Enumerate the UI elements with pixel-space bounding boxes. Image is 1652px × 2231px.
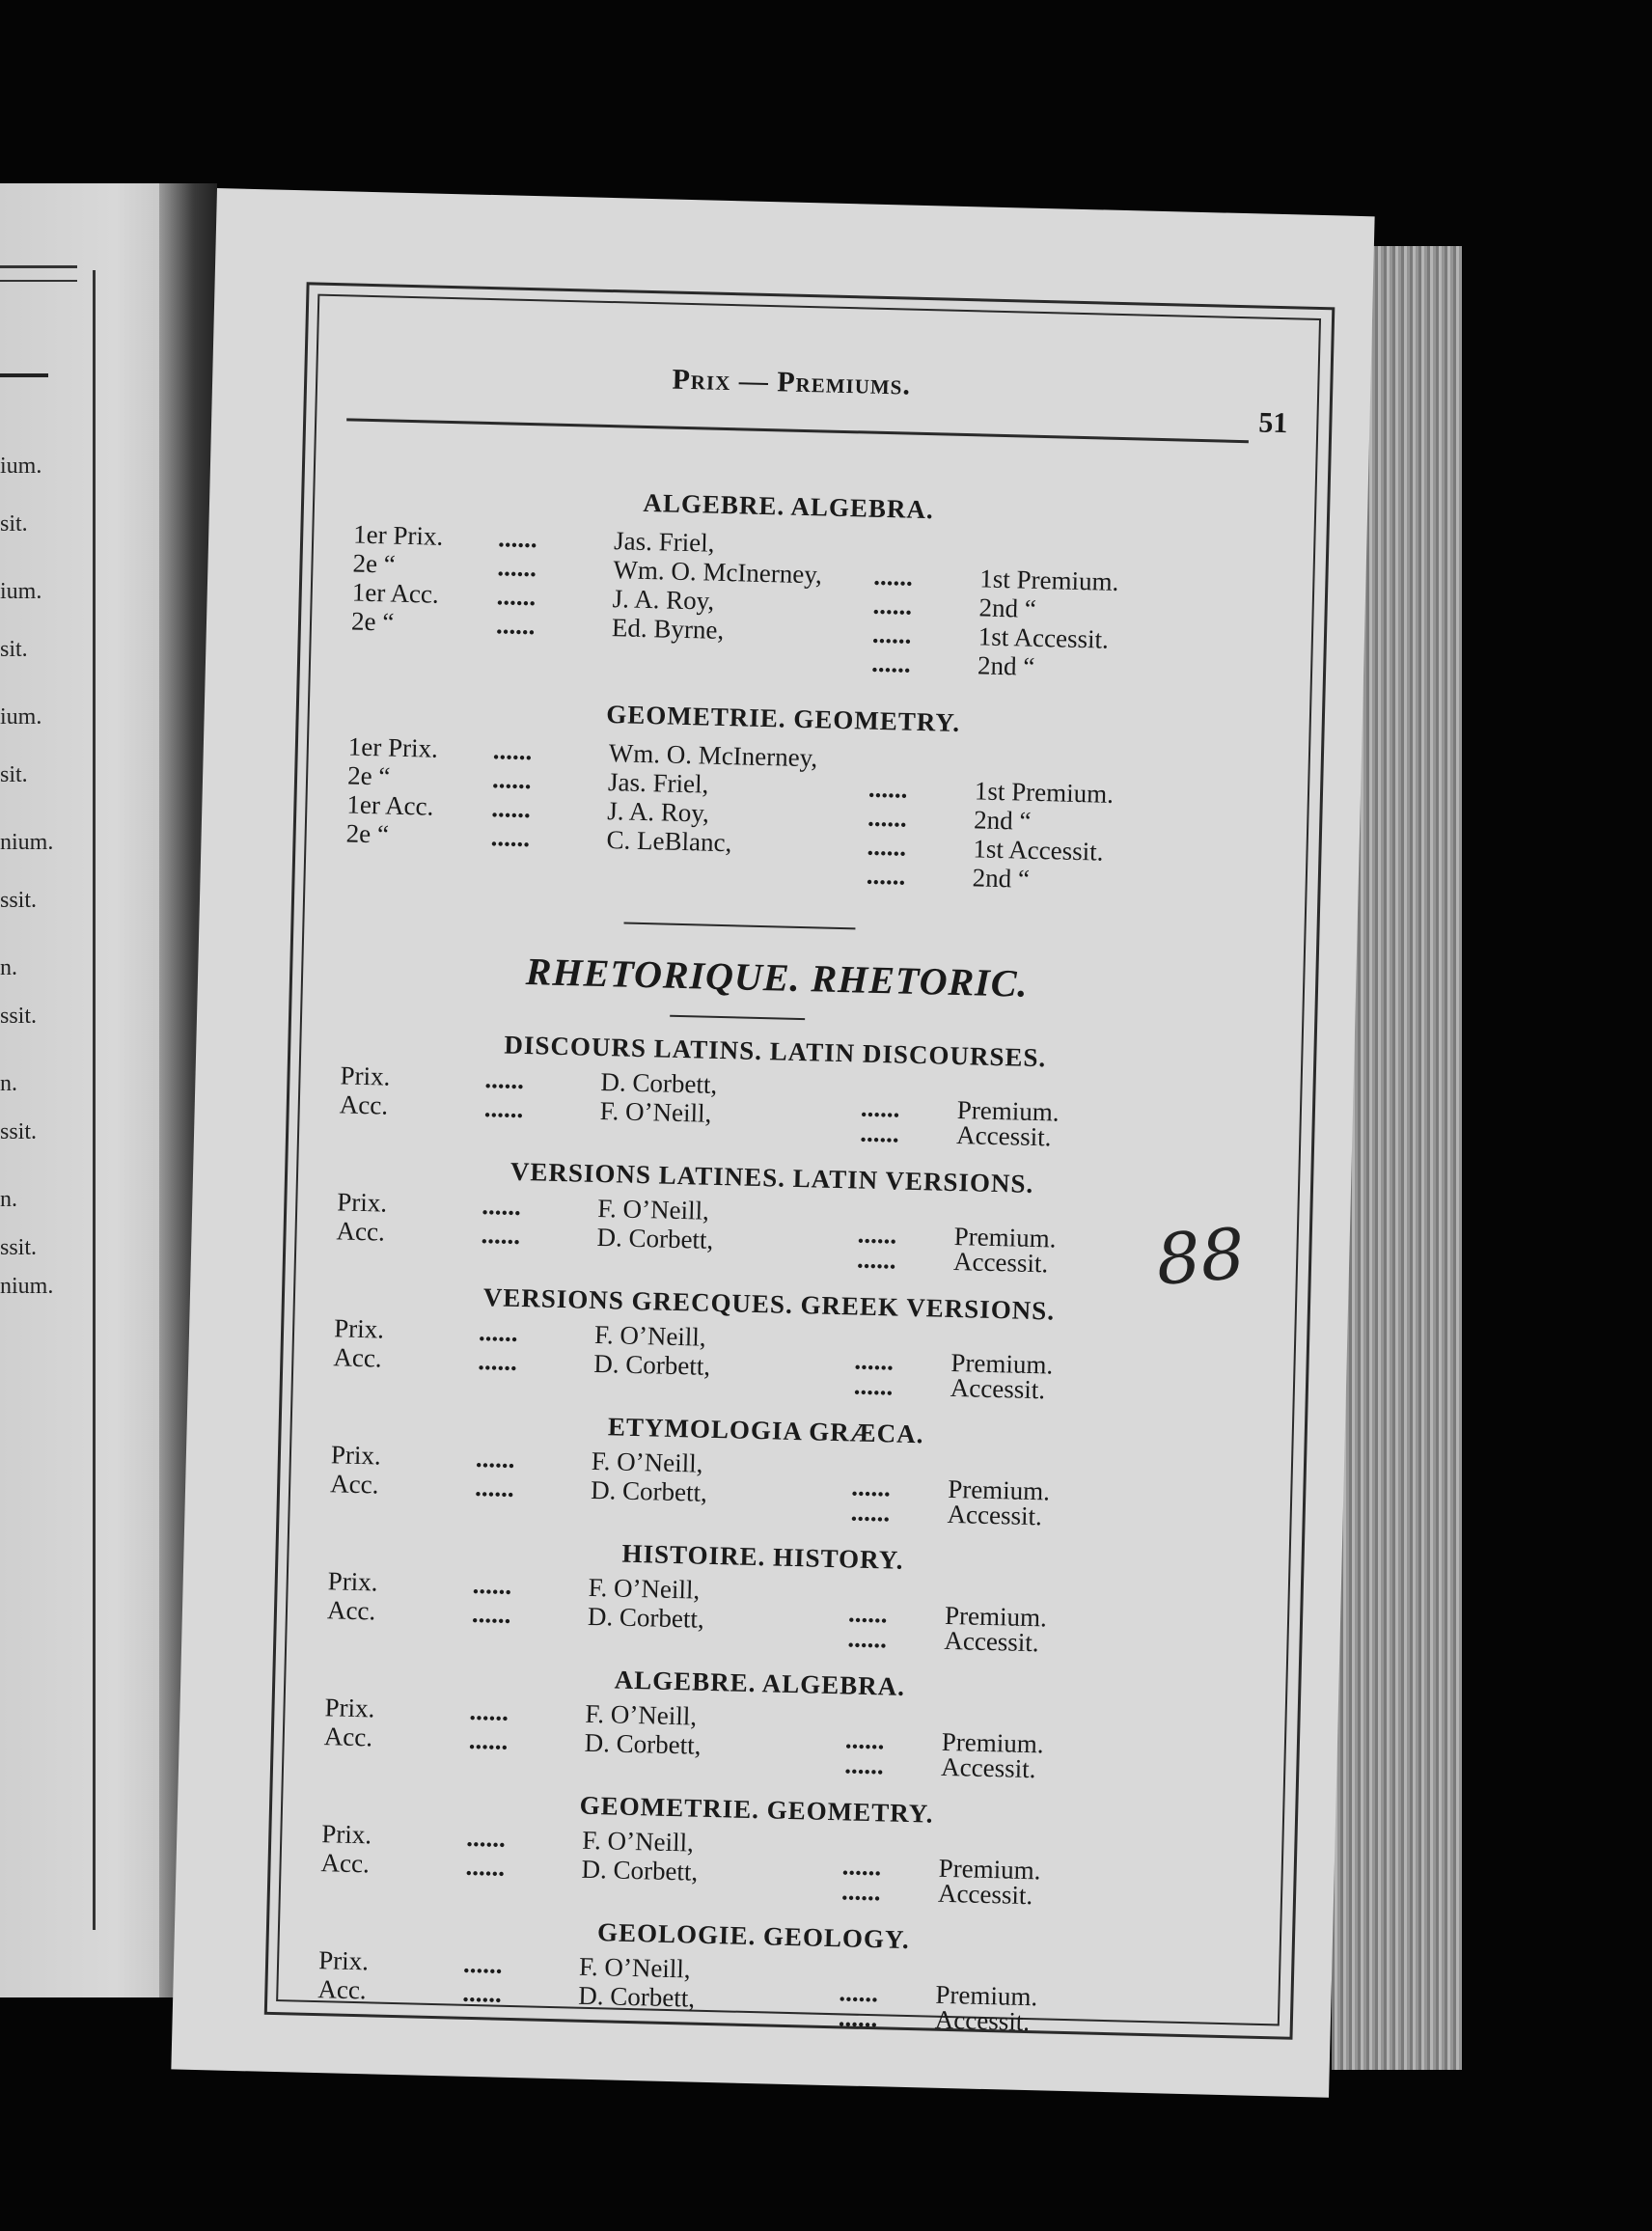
leader-dots: ...... bbox=[850, 1472, 892, 1502]
rank-label: Acc. bbox=[329, 1469, 379, 1500]
leader-dots: ...... bbox=[841, 1851, 882, 1882]
rank-label: Prix. bbox=[333, 1313, 385, 1344]
student-name: F. O’Neill, bbox=[596, 1193, 710, 1226]
premium-label: Accessit. bbox=[950, 1372, 1046, 1405]
rank-label: 1er Acc. bbox=[346, 789, 434, 821]
rank-label: Prix. bbox=[337, 1187, 388, 1218]
rank-label: Acc. bbox=[333, 1342, 383, 1373]
premium-label: Premium. bbox=[944, 1600, 1048, 1633]
premium-label: 2nd “ bbox=[978, 592, 1037, 623]
premium-label: 1st Accessit. bbox=[977, 621, 1110, 654]
subject-title: HISTOIRE. HISTORY. bbox=[621, 1538, 904, 1575]
rank-label: Prix. bbox=[330, 1440, 382, 1471]
rank-label: Acc. bbox=[320, 1848, 371, 1879]
leader-dots: ...... bbox=[481, 1220, 521, 1250]
student-name: F. O’Neill, bbox=[588, 1572, 701, 1605]
facing-page-fragment: sit. bbox=[0, 762, 28, 787]
leader-dots: ...... bbox=[490, 822, 531, 853]
leader-dots: ...... bbox=[873, 561, 914, 592]
premium-label: Accessit. bbox=[934, 2004, 1031, 2037]
leader-dots: ...... bbox=[847, 1623, 888, 1654]
leader-dots: ...... bbox=[472, 1569, 512, 1600]
premium-label: Premium. bbox=[941, 1726, 1044, 1759]
leader-dots: ...... bbox=[474, 1472, 515, 1502]
facing-page-fragment: nium. bbox=[0, 830, 54, 855]
premium-label: 1st Premium. bbox=[974, 776, 1115, 809]
rank-label: Prix. bbox=[327, 1566, 378, 1597]
student-name: Jas. Friel, bbox=[613, 526, 715, 558]
leader-dots: ...... bbox=[857, 1219, 897, 1250]
leader-dots: ...... bbox=[850, 1497, 891, 1528]
rank-label: Acc. bbox=[336, 1216, 386, 1247]
leader-dots: ...... bbox=[481, 1191, 522, 1222]
leader-dots: ...... bbox=[497, 552, 537, 583]
leader-dots: ...... bbox=[860, 1092, 900, 1123]
facing-page-rule bbox=[0, 280, 77, 282]
facing-page-fragment: nium. bbox=[0, 1274, 54, 1299]
premium-label: 2nd “ bbox=[972, 863, 1031, 894]
premium-label: Accessit. bbox=[955, 1120, 1052, 1152]
student-name: Wm. O. McInerney, bbox=[608, 738, 818, 773]
student-name: Wm. O. McInerney, bbox=[613, 555, 823, 590]
leader-dots: ...... bbox=[856, 1244, 896, 1275]
rank-label: 2e “ bbox=[352, 548, 397, 579]
leader-dots: ...... bbox=[867, 802, 908, 833]
leader-dots: ...... bbox=[854, 1345, 895, 1376]
rank-label: Prix. bbox=[324, 1693, 375, 1723]
rank-label: Prix. bbox=[340, 1060, 391, 1091]
rank-label: Acc. bbox=[339, 1089, 389, 1120]
student-name: C. LeBlanc, bbox=[606, 825, 732, 858]
subject-title: DISCOURS LATINS. LATIN DISCOURSES. bbox=[504, 1030, 1047, 1073]
leader-dots: ...... bbox=[483, 1093, 524, 1124]
student-name: D. Corbett, bbox=[600, 1066, 718, 1099]
leader-dots: ...... bbox=[491, 793, 532, 824]
page-number: 51 bbox=[1257, 406, 1288, 440]
leader-dots: ...... bbox=[840, 1876, 881, 1907]
rank-label: Acc. bbox=[326, 1595, 376, 1626]
student-name: J. A. Roy, bbox=[606, 796, 710, 828]
premium-label: Premium. bbox=[935, 1979, 1038, 2012]
facing-page-rule bbox=[0, 265, 77, 268]
section-title: ALGEBRE. ALGEBRA. bbox=[643, 487, 935, 525]
student-name: J. A. Roy, bbox=[612, 584, 715, 616]
student-name: F. O’Neill, bbox=[599, 1095, 712, 1128]
leader-dots: ...... bbox=[465, 1851, 506, 1882]
leader-dots: ...... bbox=[468, 1724, 509, 1755]
student-name: D. Corbett, bbox=[592, 1348, 711, 1381]
rank-label: Acc. bbox=[323, 1721, 373, 1752]
student-name: D. Corbett, bbox=[581, 1854, 699, 1887]
student-name: F. O’Neill, bbox=[581, 1825, 695, 1858]
rank-label: 2e “ bbox=[345, 818, 390, 849]
leader-dots: ...... bbox=[465, 1822, 507, 1853]
premium-label: Premium. bbox=[947, 1474, 1051, 1506]
leader-dots: ...... bbox=[867, 773, 908, 804]
student-name: F. O’Neill, bbox=[585, 1698, 698, 1731]
facing-page-frame bbox=[93, 270, 96, 1930]
leader-dots: ...... bbox=[492, 735, 533, 766]
leader-dots: ...... bbox=[871, 619, 912, 649]
student-name: D. Corbett, bbox=[584, 1727, 702, 1760]
facing-page-fragment: sit. bbox=[0, 637, 28, 662]
leader-dots: ...... bbox=[496, 581, 537, 612]
rank-label: 2e “ bbox=[350, 606, 395, 637]
facing-page-fragment: ssit. bbox=[0, 888, 38, 913]
leader-dots: ...... bbox=[839, 1977, 879, 2008]
leader-dots: ...... bbox=[853, 1370, 894, 1401]
subject-title: ETYMOLOGIA GRÆCA. bbox=[607, 1412, 924, 1449]
rank-label: 1er Prix. bbox=[352, 519, 444, 551]
student-name: D. Corbett, bbox=[590, 1474, 708, 1507]
premium-label: Premium. bbox=[950, 1347, 1054, 1380]
premium-label: Accessit. bbox=[952, 1246, 1049, 1279]
student-name: Ed. Byrne, bbox=[611, 613, 725, 645]
leader-dots: ...... bbox=[495, 610, 536, 641]
student-name: F. O’Neill, bbox=[591, 1446, 703, 1478]
premium-label: Premium. bbox=[956, 1095, 1060, 1127]
facing-page-fragment: ium. bbox=[0, 454, 42, 479]
leader-dots: ...... bbox=[478, 1345, 518, 1376]
leader-dots: ...... bbox=[491, 764, 532, 795]
student-name: D. Corbett, bbox=[587, 1601, 705, 1634]
leader-dots: ...... bbox=[847, 1598, 888, 1629]
rank-label: Acc. bbox=[317, 1974, 368, 2005]
division-title: RHETORIQUE. RHETORIC. bbox=[525, 950, 1030, 1005]
rank-label: Prix. bbox=[317, 1945, 370, 1976]
facing-page-fragment: ssit. bbox=[0, 1235, 38, 1260]
student-name: Jas. Friel, bbox=[607, 767, 709, 799]
student-name: D. Corbett, bbox=[596, 1222, 714, 1254]
premium-label: 2nd “ bbox=[973, 805, 1032, 836]
facing-page-fragment: ium. bbox=[0, 579, 42, 604]
leader-dots: ...... bbox=[867, 831, 907, 862]
premium-label: 2nd “ bbox=[977, 650, 1035, 681]
facing-page-fragment: n. bbox=[0, 955, 17, 980]
facing-page-fragment: ssit. bbox=[0, 1004, 38, 1029]
rank-label: 1er Acc. bbox=[351, 577, 440, 609]
leader-dots: ...... bbox=[462, 1948, 503, 1979]
subject-title: GEOMETRIE. GEOMETRY. bbox=[579, 1790, 934, 1829]
leader-dots: ...... bbox=[469, 1695, 509, 1726]
leader-dots: ...... bbox=[478, 1316, 518, 1347]
subject-title: GEOLOGIE. GEOLOGY. bbox=[596, 1917, 911, 1955]
book-page bbox=[171, 188, 1374, 2098]
facing-page-fragment: n. bbox=[0, 1187, 17, 1212]
premium-label: Accessit. bbox=[944, 1625, 1040, 1658]
subject-title: ALGEBRE. ALGEBRA. bbox=[614, 1665, 906, 1701]
handwritten-note: 88 bbox=[1153, 1212, 1249, 1301]
facing-page-fragment: n. bbox=[0, 1071, 17, 1096]
section-title: GEOMETRIE. GEOMETRY. bbox=[606, 700, 961, 737]
premium-label: Accessit. bbox=[947, 1499, 1043, 1531]
subject-title: VERSIONS LATINES. LATIN VERSIONS. bbox=[509, 1156, 1034, 1198]
facing-page-fragment: ssit. bbox=[0, 1119, 38, 1144]
leader-dots: ...... bbox=[844, 1724, 885, 1755]
premium-label: 1st Premium. bbox=[978, 564, 1119, 596]
leader-dots: ...... bbox=[866, 860, 906, 891]
premium-label: Premium. bbox=[938, 1853, 1041, 1886]
running-head: Prix — Premiums. bbox=[672, 363, 912, 401]
student-name: D. Corbett, bbox=[577, 1980, 696, 2013]
leader-dots: ...... bbox=[872, 590, 913, 620]
premium-label: Premium. bbox=[953, 1221, 1057, 1253]
subject-title: VERSIONS GRECQUES. GREEK VERSIONS. bbox=[482, 1282, 1056, 1326]
leader-dots: ...... bbox=[859, 1117, 900, 1148]
leader-dots: ...... bbox=[497, 523, 538, 554]
leader-dots: ...... bbox=[838, 2002, 878, 2033]
rank-label: 2e “ bbox=[346, 760, 391, 791]
student-name: F. O’Neill, bbox=[593, 1319, 707, 1352]
facing-page-fragment: sit. bbox=[0, 511, 28, 537]
leader-dots: ...... bbox=[471, 1598, 511, 1629]
leader-dots: ...... bbox=[462, 1977, 503, 2008]
rank-label: 1er Prix. bbox=[347, 731, 439, 763]
premium-label: 1st Accessit. bbox=[973, 834, 1104, 867]
premium-label: Accessit. bbox=[940, 1751, 1036, 1784]
premium-label: Accessit. bbox=[937, 1878, 1033, 1911]
leader-dots: ...... bbox=[870, 647, 912, 678]
leader-dots: ...... bbox=[475, 1443, 515, 1474]
facing-page-fragment: ium. bbox=[0, 704, 42, 730]
rank-label: Prix. bbox=[321, 1819, 372, 1850]
student-name: F. O’Neill, bbox=[578, 1951, 692, 1984]
leader-dots: ...... bbox=[484, 1064, 525, 1095]
leader-dots: ...... bbox=[843, 1749, 885, 1780]
facing-page-head-rule bbox=[0, 373, 48, 377]
